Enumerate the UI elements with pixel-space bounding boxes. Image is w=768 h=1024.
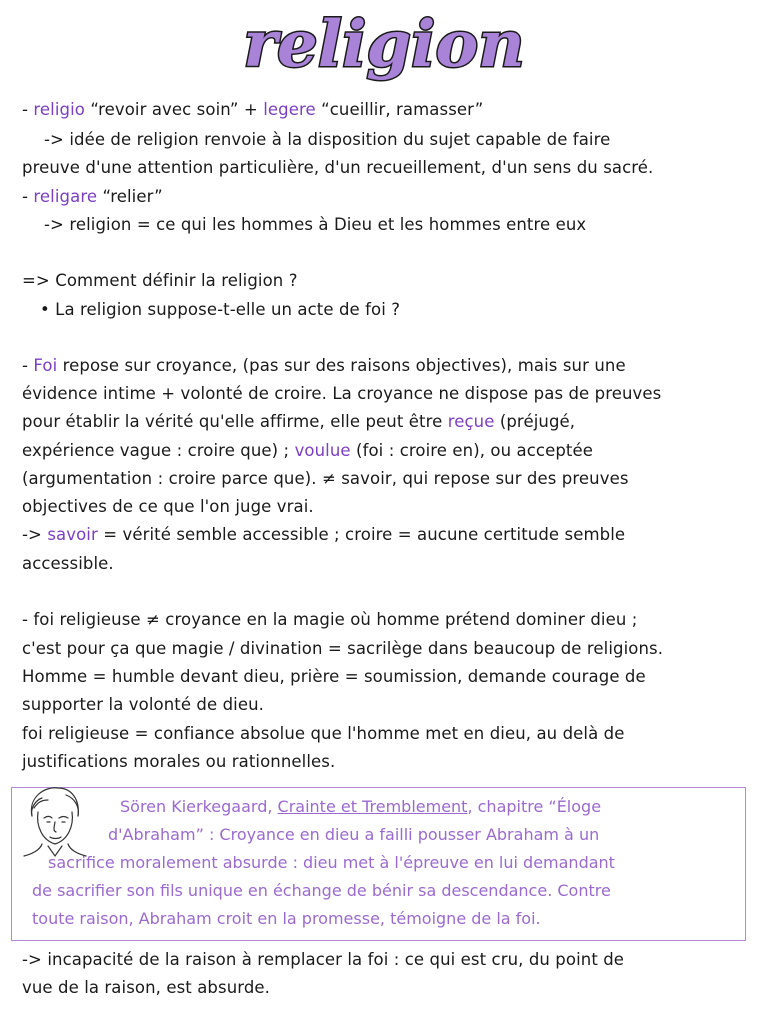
text-line: supporter la volonté de dieu. (22, 695, 265, 714)
etymology-religare: - religare “relier” (22, 187, 163, 206)
kierkegaard-portrait (18, 782, 90, 858)
text-line: -> idée de religion renvoie à la disposition du sujet capable de faire (44, 130, 611, 149)
quote-line: Sören Kierkegaard, Crainte et Tremblement, chapitre “Éloge (120, 797, 602, 816)
keyword-voulue: voulue (294, 441, 351, 460)
title-lettering (214, 4, 554, 94)
keyword-savoir: savoir (47, 525, 98, 544)
text-line: expérience vague : croire que) ; voulue (foi : croire en), ou acceptée (22, 441, 593, 460)
keyword-legere: legere (263, 100, 316, 119)
keyword-religare: religare (33, 187, 98, 206)
text-line: justifications morales ou rationnelles. (22, 752, 336, 771)
book-title: Crainte et Tremblement (277, 797, 468, 816)
question-line: => Comment définir la religion ? (22, 271, 298, 290)
text-line: objectives de ce que l'on juge vrai. (22, 497, 314, 516)
text-line: - foi religieuse ≠ croyance en la magie où homme prétend dominer dieu ; (22, 610, 638, 629)
text-line: foi religieuse = confiance absolue que l'homme met en dieu, au delà de (22, 724, 625, 743)
quote-line: sacrifice moralement absurde : dieu met à l'épreuve en lui demandant (48, 853, 615, 872)
quote-line: d'Abraham” : Croyance en dieu a failli pousser Abraham à un (108, 825, 600, 844)
text-line: c'est pour ça que magie / divination = sacrilège dans beaucoup de religions. (22, 639, 664, 658)
conclusion-line: -> incapacité de la raison à remplacer la foi : ce qui est cru, du point de (22, 950, 625, 969)
quote-line: toute raison, Abraham croit en la promesse, témoigne de la foi. (32, 909, 541, 928)
page-title (0, 4, 768, 94)
text-line: Homme = humble devant dieu, prière = soumission, demande courage de (22, 667, 646, 686)
text-line: accessible. (22, 554, 114, 573)
keyword-foi: Foi (33, 356, 58, 375)
etymology-religio: - religio “revoir avec soin” + legere “cueillir, ramasser” (22, 100, 484, 119)
keyword-religio: religio (33, 100, 85, 119)
text-line: (argumentation : croire parce que). ≠ savoir, qui repose sur des preuves (22, 469, 629, 488)
text-line: -> religion = ce qui les hommes à Dieu et les hommes entre eux (44, 215, 587, 234)
text-line: pour établir la vérité qu'elle affirme, elle peut être reçue (préjugé, (22, 412, 576, 431)
text-line: -> savoir = vérité semble accessible ; croire = aucune certitude semble (22, 525, 626, 544)
quote-line: de sacrifier son fils unique en échange de bénir sa descendance. Contre (32, 881, 611, 900)
bullet-question: • La religion suppose-t-elle un acte de foi ? (40, 300, 401, 319)
conclusion-line: vue de la raison, est absurde. (22, 978, 271, 997)
text-line: - Foi repose sur croyance, (pas sur des raisons objectives), mais sur une (22, 356, 626, 375)
keyword-recue: reçue (447, 412, 495, 431)
text-line: preuve d'une attention particulière, d'un recueillement, d'un sens du sacré. (22, 158, 654, 177)
text-line: évidence intime + volonté de croire. La croyance ne dispose pas de preuves (22, 384, 662, 403)
title-text: religion (243, 7, 525, 82)
